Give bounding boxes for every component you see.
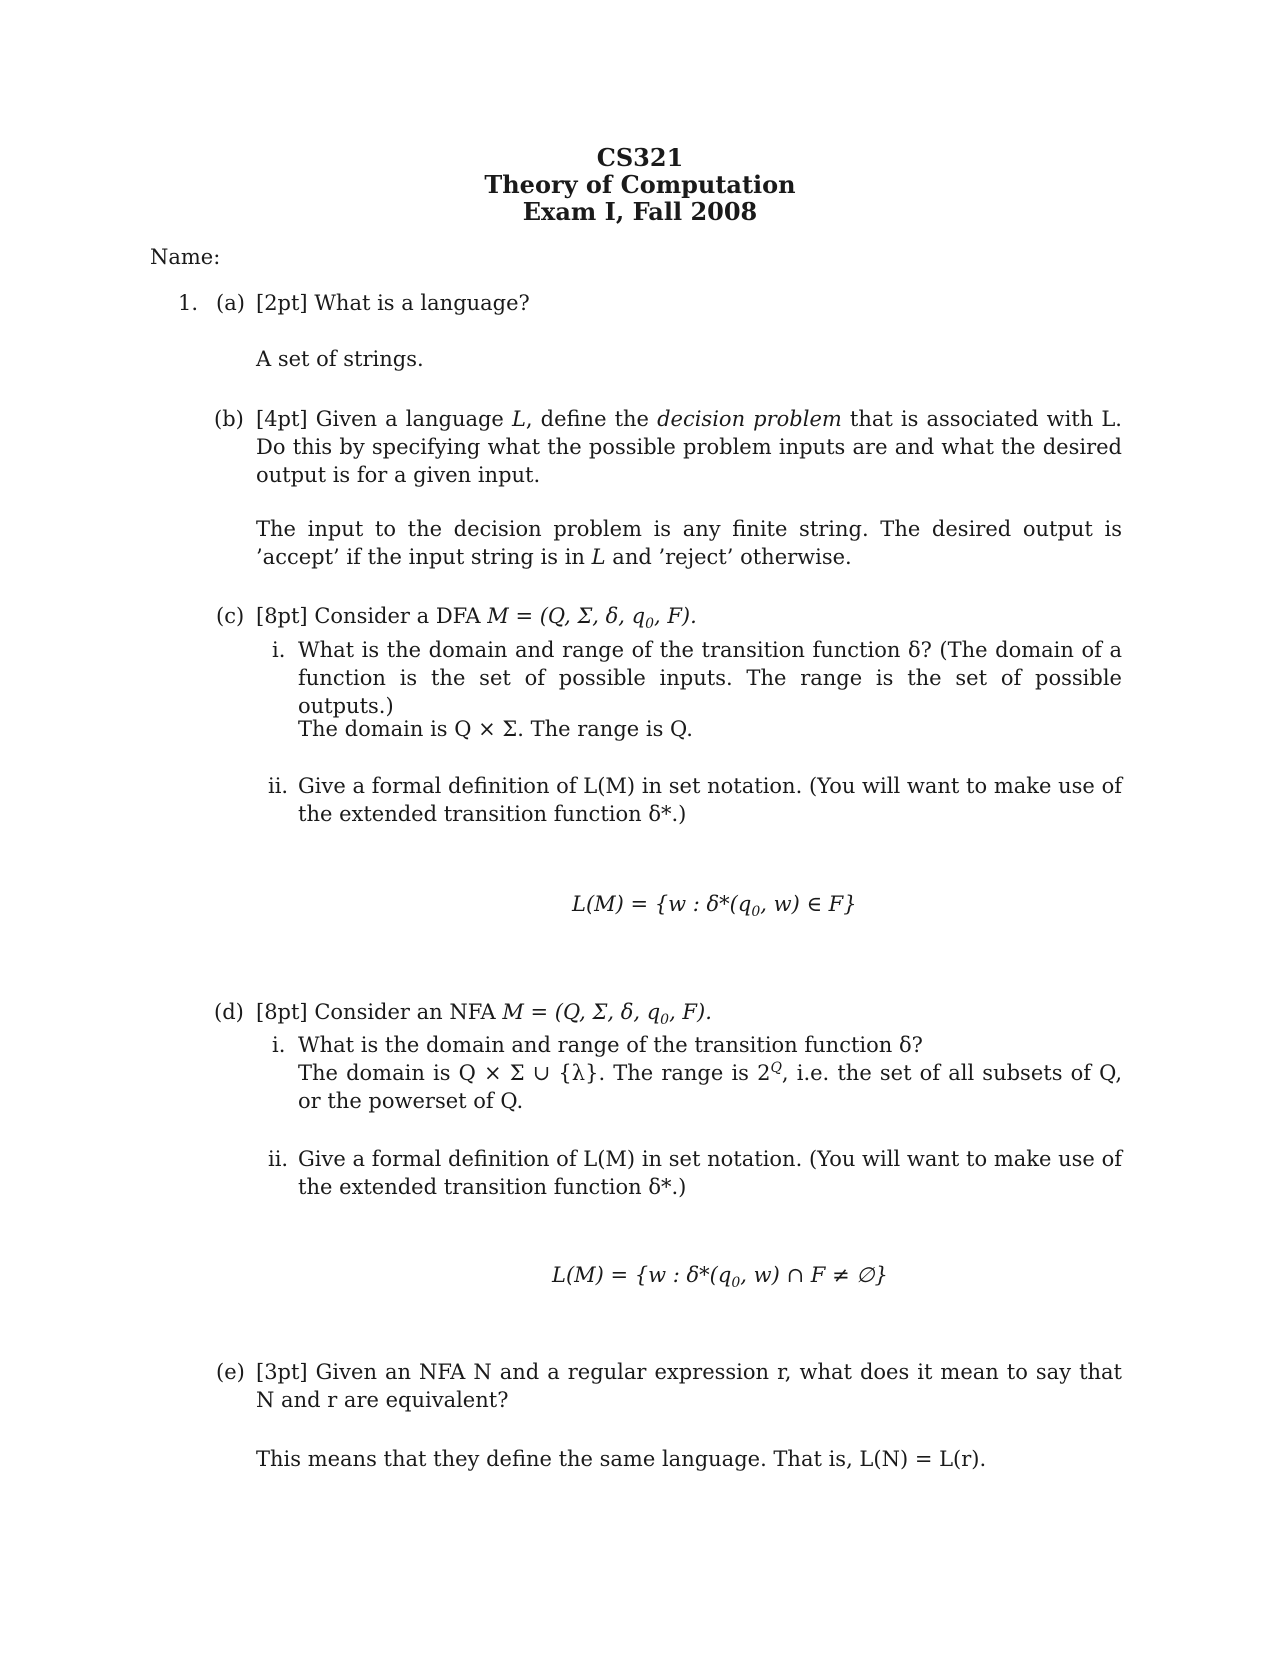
- part-b-answer: [256, 515, 1122, 571]
- part-d-tuple-end: , F).: [669, 1000, 712, 1024]
- part-b-points: [4pt]: [256, 407, 308, 431]
- part-a-label: (a): [216, 291, 245, 315]
- question-number: 1.: [178, 291, 199, 315]
- part-d-ii-formula-sub: 0: [731, 1275, 741, 1291]
- part-e-prompt: [256, 1358, 1122, 1414]
- part-c-i-prompt: What is the domain and range of the transition function δ? (The domain of a function is the set of possible inputs. The range is the set of possible outputs.): [298, 638, 1122, 718]
- part-b-var-l: L: [511, 407, 526, 431]
- part-d-i-answer-text-2: , i.e. the set of all subsets of Q, or the powerset of Q.: [298, 1061, 1123, 1113]
- part-c-tuple-text: M = (Q, Σ, δ, q: [487, 604, 646, 628]
- part-d-ii-formula-text-2: , w) ∩ F ≠ ∅}: [740, 1263, 888, 1287]
- part-b-emphasis: decision problem: [657, 407, 842, 431]
- part-d-tuple-text: M = (Q, Σ, δ, q: [502, 1000, 661, 1024]
- part-d-i-answer-sup: Q: [770, 1060, 782, 1076]
- part-c-ii-prompt: Give a formal definition of L(M) in set notation. (You will want to make use of the extended transition function δ*.): [298, 774, 1122, 826]
- part-d-prompt: [256, 998, 712, 1026]
- part-d-i-label: i.: [272, 1033, 286, 1057]
- part-c-points: [8pt]: [256, 604, 308, 628]
- part-b-prompt-text-2: , define the: [525, 407, 649, 431]
- course-title: Theory of Computation: [484, 170, 796, 199]
- part-d-tuple: [502, 1000, 712, 1028]
- part-d-ii-formula-text-1: L(M) = {w : δ*(q: [552, 1263, 732, 1287]
- part-c-i-answer: The domain is Q × Σ. The range is Q.: [298, 717, 693, 741]
- part-d-ii-prompt: Give a formal definition of L(M) in set notation. (You will want to make use of the extended transition function δ*.): [298, 1147, 1122, 1199]
- part-e-answer: This means that they define the same language. That is, L(N) = L(r).: [256, 1447, 987, 1471]
- part-e-label: (e): [216, 1360, 245, 1384]
- part-c-ii-formula-sub: 0: [751, 904, 761, 920]
- part-c-question: Consider a DFA: [314, 604, 481, 628]
- part-d-points: [8pt]: [256, 1000, 308, 1024]
- part-c-prompt: [256, 602, 697, 630]
- part-b-label: (b): [214, 407, 244, 431]
- part-b-prompt-text-3: that is associated with L. Do this by specifying what the possible problem inputs are and what the desired output is for a given input.: [256, 407, 1122, 487]
- part-e-question: Given an NFA N and a regular expression r, what does it mean to say that N and r are equivalent?: [256, 1360, 1122, 1412]
- part-c-tuple-end: , F).: [654, 604, 697, 628]
- exam-title: Exam I, Fall 2008: [522, 197, 758, 226]
- part-c-ii-label: ii.: [268, 774, 289, 798]
- part-c-ii-formula: [572, 890, 857, 918]
- part-c-ii-formula-text-1: L(M) = {w : δ*(q: [572, 892, 752, 916]
- part-b-answer-text-1: The input to the decision problem is any finite string. The desired output is ’accept’ if the input string is in: [256, 517, 1122, 569]
- part-b-answer-var-l: L: [591, 545, 606, 569]
- part-d-i-prompt: What is the domain and range of the transition function δ?: [298, 1033, 923, 1057]
- part-a-points: [2pt]: [256, 291, 308, 315]
- course-code: CS321: [596, 143, 684, 172]
- part-b-answer-text-2: and ’reject’ otherwise.: [612, 545, 852, 569]
- part-b-prompt: [256, 405, 1122, 489]
- part-d-tuple-sub: 0: [660, 1012, 670, 1028]
- part-d-i-answer: [298, 1059, 1122, 1115]
- part-c-tuple-sub: 0: [645, 616, 655, 632]
- part-a-answer: A set of strings.: [256, 347, 424, 371]
- part-c-tuple: [487, 604, 697, 632]
- part-c-label: (c): [216, 604, 245, 628]
- name-label: Name:: [150, 245, 221, 269]
- part-d-ii-label: ii.: [268, 1147, 289, 1171]
- part-c-i-label: i.: [272, 638, 286, 662]
- part-b-prompt-text-1: Given a language: [315, 407, 504, 431]
- part-d-label: (d): [214, 1000, 244, 1024]
- part-d-i-answer-text-1: The domain is Q × Σ ∪ {λ}. The range is 2: [298, 1061, 771, 1085]
- part-d-question: Consider an NFA: [314, 1000, 496, 1024]
- part-d-ii-formula: [552, 1261, 888, 1289]
- part-c-ii-formula-text-2: , w) ∈ F}: [760, 892, 857, 916]
- part-a-prompt: [256, 289, 530, 317]
- part-e-points: [3pt]: [256, 1360, 308, 1384]
- part-a-question: What is a language?: [314, 291, 530, 315]
